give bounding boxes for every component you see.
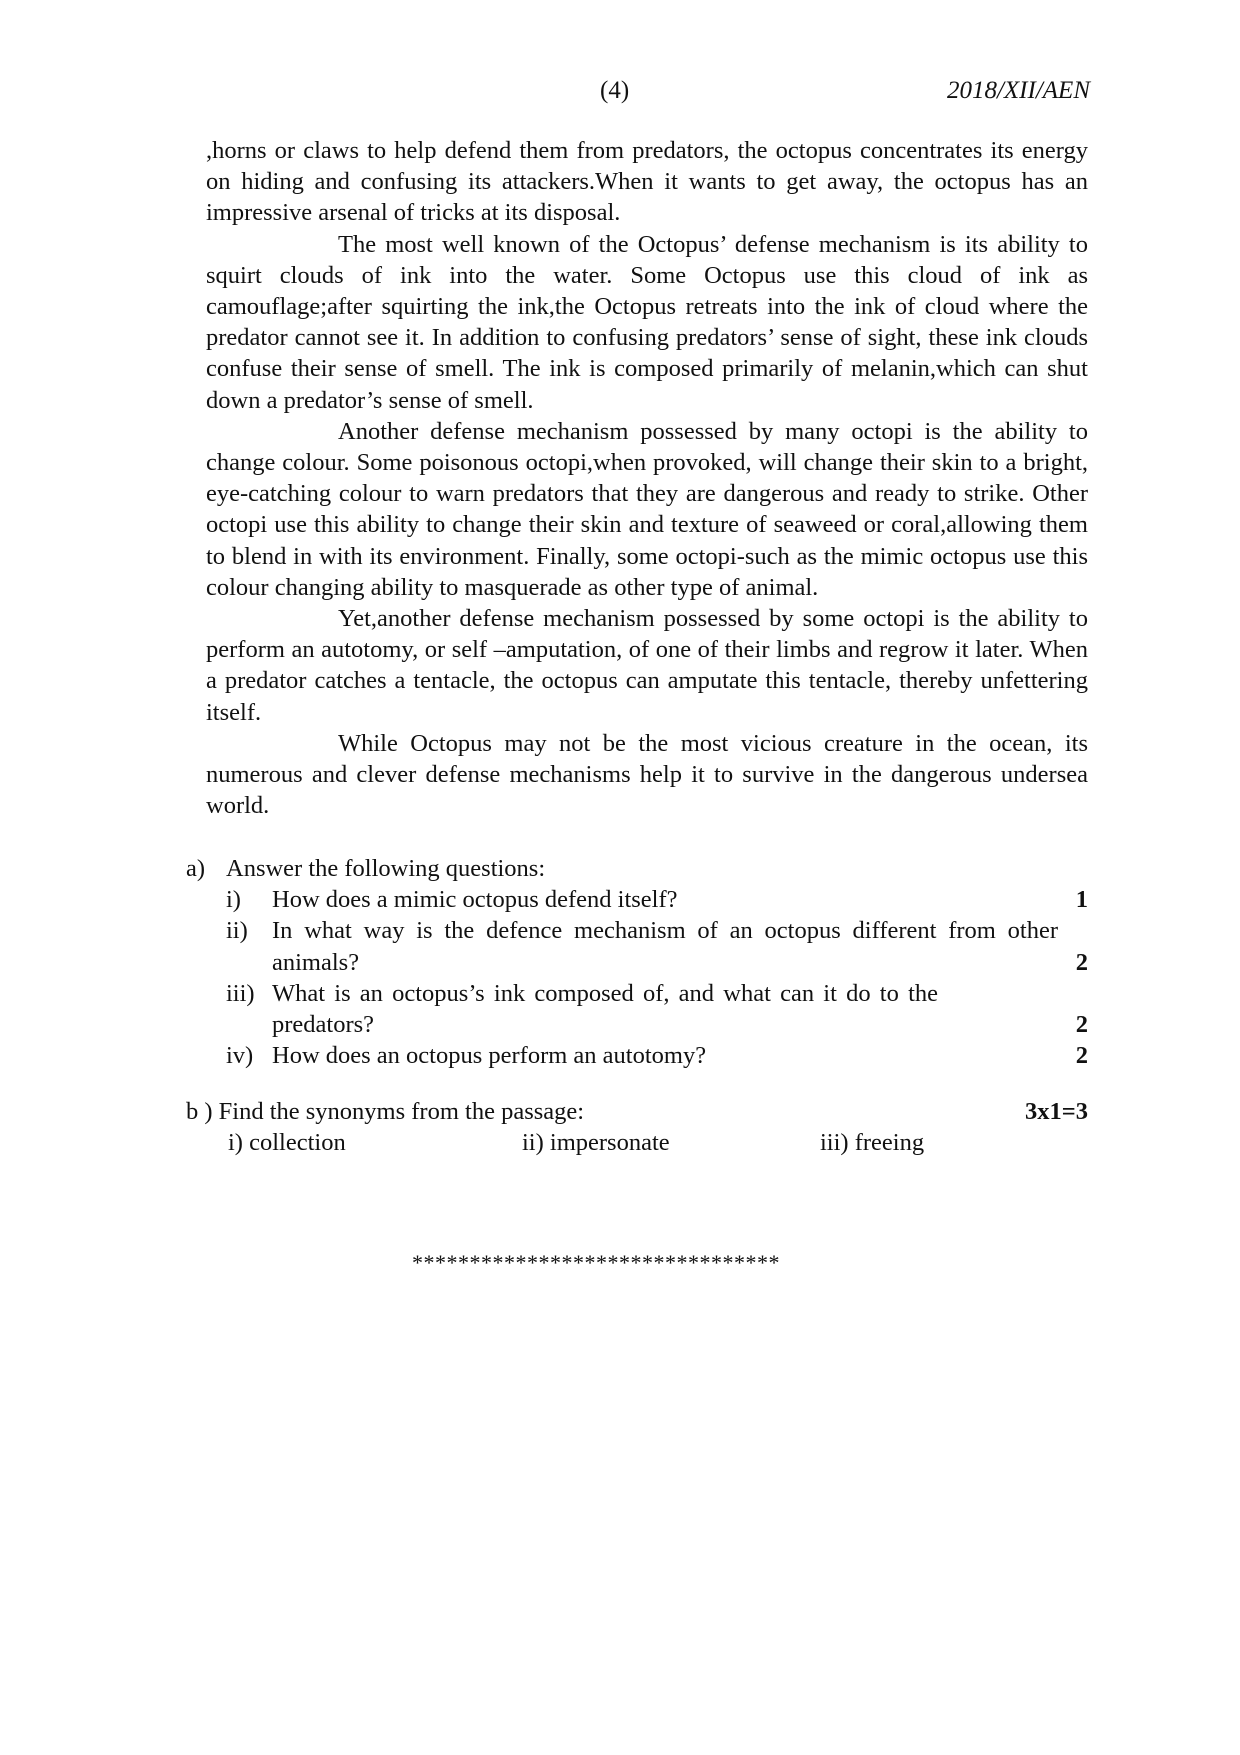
question-text: How does a mimic octopus defend itself? <box>272 886 678 914</box>
question-number: i) <box>226 886 241 914</box>
section-a-label: a) <box>186 855 206 882</box>
section-b-marks: 3x1=3 <box>1025 1098 1088 1125</box>
question-marks: 2 <box>1075 1042 1088 1070</box>
section-b-heading <box>186 1096 1088 1127</box>
end-of-paper-stars: ******************************** <box>412 1250 780 1275</box>
question-1 <box>226 884 1088 915</box>
section-a-heading <box>186 853 1088 884</box>
question-marks: 2 <box>1075 948 1088 976</box>
passage-paragraph-1: ,horns or claws to help defend them from predators, the octopus concentrates its energy on hiding and confusing its attackers.When it wants to get away, the octopus has an impressive arsenal of tricks at its disposal. <box>206 137 1088 227</box>
passage <box>206 135 1088 821</box>
section-b <box>186 1096 1088 1159</box>
section-b-title: b ) Find the synonyms from the passage: <box>186 1098 585 1125</box>
question-3 <box>226 978 1088 1040</box>
synonym-word-1: i) collection <box>228 1129 346 1157</box>
section-a-title: Answer the following questions: <box>226 855 546 882</box>
passage-paragraph-3: Another defense mechanism possessed by many octopi is the ability to change colour. Some poisonous octopi,when provoked, will change their skin to a bright, eye-catching colour to warn predators that they are dangerous and ready to strike. Other octopi use this ability to change their skin and texture of seaweed or coral,allowing them to blend in with its environment. Finally, some octopi-such as the mimic octopus use this colour changing ability to masquerade as other type of animal. <box>206 417 1088 601</box>
synonym-word-2: ii) impersonate <box>522 1129 670 1157</box>
page-number: (4) <box>600 77 630 104</box>
passage-paragraph-2: The most well known of the Octopus’ defense mechanism is its ability to squirt clouds of ink into the water. Some Octopus use this cloud of ink as camouflage;after squirting the ink,the Octopus retreats into the ink of cloud where the predator cannot see it. In addition to confusing predators’ sense of sight, these ink clouds confuse their sense of smell. The ink is composed primarily of melanin,which can shut down a predator’s sense of smell. <box>206 230 1088 414</box>
question-number: iv) <box>226 1042 254 1070</box>
paper-code: 2018/XII/AEN <box>946 77 1090 104</box>
question-marks: 1 <box>1075 886 1088 914</box>
passage-paragraph-4: Yet,another defense mechanism possessed by some octopi is the ability to perform an autotomy, or self –amputation, of one of their limbs and regrow it later. When a predator catches a tentacle, the octopus can amputate this tentacle, thereby unfettering itself. <box>206 605 1088 726</box>
synonym-words <box>186 1127 1088 1159</box>
question-number: ii) <box>226 917 248 945</box>
question-4 <box>226 1040 1088 1071</box>
question-text: In what way is the defence mechanism of an octopus different from other animals? <box>272 917 1058 976</box>
question-list <box>226 884 1088 1071</box>
question-text: What is an octopus’s ink composed of, and what can it do to the predators? <box>272 979 938 1039</box>
section-a <box>186 853 1088 1071</box>
synonym-word-3: iii) freeing <box>820 1129 925 1157</box>
question-marks: 2 <box>1075 1011 1088 1039</box>
question-number: iii) <box>226 979 255 1007</box>
passage-paragraph-5: While Octopus may not be the most vicious creature in the ocean, its numerous and clever defense mechanisms help it to survive in the dangerous undersea world. <box>206 729 1088 820</box>
question-text: How does an octopus perform an autotomy? <box>272 1042 707 1070</box>
question-2 <box>226 915 1088 977</box>
